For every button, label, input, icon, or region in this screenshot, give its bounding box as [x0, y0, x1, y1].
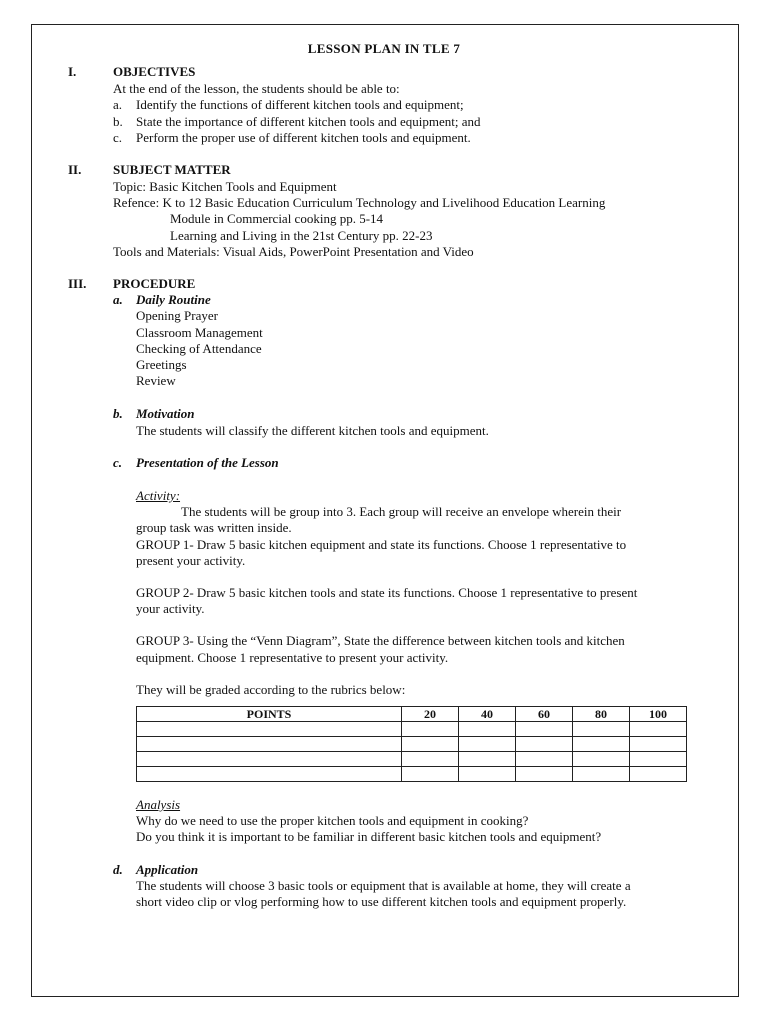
rubric-cell — [516, 752, 573, 767]
rubric-cell — [459, 767, 516, 782]
rubric-header-cell: 20 — [402, 707, 459, 722]
section-number-2: II. — [68, 162, 82, 177]
subsection-heading-presentation: Presentation of the Lesson — [136, 455, 279, 470]
activity-label: Activity: — [136, 488, 181, 503]
rubric-header-cell: 40 — [459, 707, 516, 722]
routine-item: Opening Prayer — [136, 308, 218, 323]
table-header-row — [137, 707, 687, 722]
subject-reference-cont: Module in Commercial cooking pp. 5-14 — [170, 211, 384, 226]
analysis-question: Why do we need to use the proper kitchen tools and equipment in cooking? — [136, 813, 529, 828]
subsection-heading-application: Application — [136, 862, 199, 877]
routine-item: Greetings — [136, 357, 187, 372]
rubric-cell — [459, 722, 516, 737]
table-row — [137, 767, 687, 782]
group-2-task: GROUP 2- Draw 5 basic kitchen tools and state its functions. Choose 1 representative to present — [136, 585, 638, 600]
rubric-header-cell: 80 — [573, 707, 630, 722]
application-text-cont: short video clip or vlog performing how to use different kitchen tools and equipment properly. — [136, 894, 627, 909]
subject-materials: Tools and Materials: Visual Aids, PowerPoint Presentation and Video — [113, 244, 474, 259]
rubric-cell — [630, 752, 687, 767]
rubric-cell — [630, 722, 687, 737]
rubric-cell — [137, 767, 402, 782]
objective-marker: a. — [113, 97, 123, 112]
rubric-cell — [137, 722, 402, 737]
subject-reference: Refence: K to 12 Basic Education Curriculum Technology and Livelihood Education Learning — [113, 195, 606, 210]
table-row — [137, 752, 687, 767]
objective-marker: b. — [113, 114, 123, 129]
motivation-text: The students will classify the different kitchen tools and equipment. — [136, 423, 489, 438]
activity-text-cont: group task was written inside. — [136, 520, 292, 535]
rubric-header-cell: 60 — [516, 707, 573, 722]
rubric-table — [136, 706, 687, 782]
rubric-cell — [402, 737, 459, 752]
subsection-marker-c: c. — [113, 455, 123, 470]
rubric-cell — [137, 752, 402, 767]
document-title: LESSON PLAN IN TLE 7 — [307, 41, 461, 56]
subsection-heading-daily-routine: Daily Routine — [136, 292, 211, 307]
objectives-intro: At the end of the lesson, the students should be able to: — [113, 81, 400, 96]
objective-item: State the importance of different kitchen tools and equipment; and — [136, 114, 481, 129]
table-row — [137, 737, 687, 752]
routine-item: Classroom Management — [136, 325, 263, 340]
rubric-cell — [630, 737, 687, 752]
rubric-cell — [516, 737, 573, 752]
grading-note: They will be graded according to the rubrics below: — [136, 682, 406, 697]
section-number-3: III. — [68, 276, 87, 291]
subsection-heading-motivation: Motivation — [136, 406, 195, 421]
rubric-cell — [402, 752, 459, 767]
section-heading-subject-matter: SUBJECT MATTER — [113, 162, 231, 177]
activity-text: The students will be group into 3. Each group will receive an envelope wherein their — [181, 504, 622, 519]
rubric-cell — [573, 767, 630, 782]
subject-topic: Topic: Basic Kitchen Tools and Equipment — [113, 179, 337, 194]
rubric-cell — [459, 737, 516, 752]
subsection-marker-a: a. — [113, 292, 123, 307]
rubric-header-cell: 100 — [630, 707, 687, 722]
rubric-cell — [573, 737, 630, 752]
routine-item: Review — [136, 373, 176, 388]
group-2-task-cont: your activity. — [136, 601, 205, 616]
rubric-cell — [516, 767, 573, 782]
analysis-label: Analysis — [136, 797, 181, 812]
rubric-cell — [573, 722, 630, 737]
subsection-marker-d: d. — [113, 862, 123, 877]
group-3-task: GROUP 3- Using the “Venn Diagram”, State the difference between kitchen tools and kitchen — [136, 633, 625, 648]
rubric-cell — [573, 752, 630, 767]
rubric-cell — [402, 767, 459, 782]
objective-item: Identify the functions of different kitchen tools and equipment; — [136, 97, 464, 112]
section-heading-objectives: OBJECTIVES — [113, 64, 196, 79]
rubric-cell — [137, 737, 402, 752]
objective-item: Perform the proper use of different kitchen tools and equipment. — [136, 130, 471, 145]
subject-reference-2: Learning and Living in the 21st Century pp. 22-23 — [170, 228, 433, 243]
rubric-cell — [516, 722, 573, 737]
rubric-cell — [459, 752, 516, 767]
section-heading-procedure: PROCEDURE — [113, 276, 196, 291]
rubric-cell — [402, 722, 459, 737]
application-text: The students will choose 3 basic tools or equipment that is available at home, they will create a — [136, 878, 631, 893]
section-number-1: I. — [68, 64, 77, 79]
rubric-cell — [630, 767, 687, 782]
group-1-task: GROUP 1- Draw 5 basic kitchen equipment and state its functions. Choose 1 representative to — [136, 537, 627, 552]
group-1-task-cont: present your activity. — [136, 553, 246, 568]
rubric-header-cell: POINTS — [137, 707, 402, 722]
analysis-question: Do you think it is important to be familiar in different basic kitchen tools and equipment? — [136, 829, 602, 844]
table-row — [137, 722, 687, 737]
routine-item: Checking of Attendance — [136, 341, 262, 356]
group-3-task-cont: equipment. Choose 1 representative to present your activity. — [136, 650, 449, 665]
objective-marker: c. — [113, 130, 123, 145]
subsection-marker-b: b. — [113, 406, 123, 421]
